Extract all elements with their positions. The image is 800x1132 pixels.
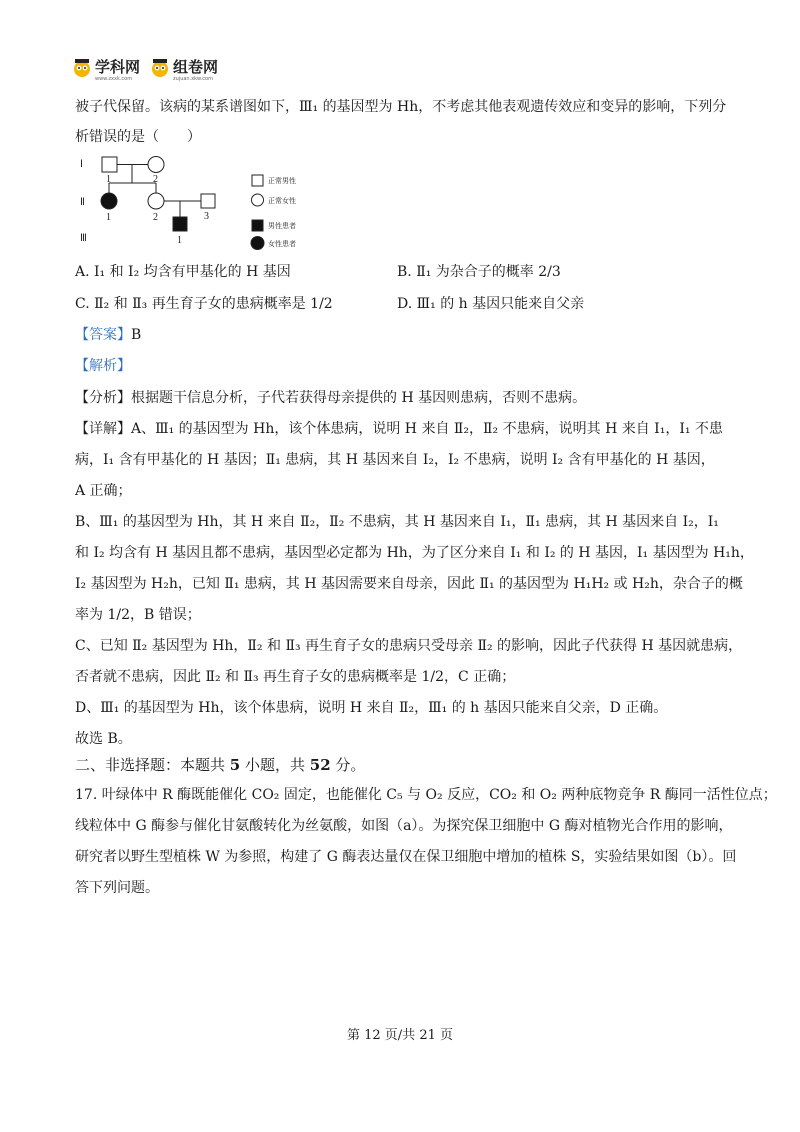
answer-tag: 【答案】 [75, 327, 131, 343]
gen-label-II: Ⅱ [80, 197, 85, 208]
pedigree-chart [75, 150, 345, 255]
pedigree-II2-female [148, 193, 164, 209]
section-prefix: 二、非选择题：本题共 [75, 756, 230, 774]
intro-line-2: 析错误的是（ ） [75, 129, 201, 145]
detail-line-8: C、已知 Ⅱ₂ 基因型为 Hh，Ⅱ₂ 和 Ⅱ₃ 再生育子女的患病只受母亲 Ⅱ₂ 的影响，因此子代获得 H 基因就患病， [75, 638, 743, 654]
logo2-text: 组卷网 [173, 58, 219, 76]
num-I2: 2 [153, 174, 158, 185]
pedigree-II3-male [201, 194, 215, 208]
analysis-tag: 【解析】 [75, 358, 131, 374]
option-b: B. Ⅱ₁ 为杂合子的概率 2/3 [397, 264, 561, 280]
legend-affected-female-icon [251, 237, 264, 250]
detail-line-1 [75, 419, 723, 439]
num-II1: 1 [106, 212, 111, 223]
detail-line-10: D、Ⅲ₁ 的基因型为 Hh，该个体患病，说明 H 来自 Ⅱ₂，Ⅲ₁ 的 h 基因只能来自父亲，D 正确。 [75, 700, 668, 716]
legend-normal-female-icon [252, 194, 264, 206]
gen-label-I: Ⅰ [80, 159, 83, 170]
answer-line [75, 325, 141, 345]
detail-line-6: Ⅰ₂ 基因型为 H₂h，已知 Ⅱ₁ 患病，其 H 基因需要来自母亲，因此 Ⅱ₁ 的基因型为 H₁H₂ 或 H₂h，杂合子的概 [75, 576, 743, 592]
logo-zujuanwang [173, 58, 218, 82]
num-II3: 3 [204, 211, 209, 222]
pedigree-I2-female [148, 157, 164, 173]
q17-line-2: 线粒体中 G 酶参与催化甘氨酸转化为丝氨酸，如图（a）。为探究保卫细胞中 G 酶对植物光合作用的影响， [75, 818, 733, 834]
detail-tag: 【详解】 [75, 421, 131, 437]
fenxi-line [75, 388, 586, 408]
detail-line-3: A 正确； [75, 483, 132, 499]
num-II2: 2 [153, 212, 158, 223]
legend-affected-female: 女性患者 [268, 240, 296, 248]
option-a: A. Ⅰ₁ 和 Ⅰ₂ 均含有甲基化的 H 基因 [75, 264, 291, 280]
page-footer: 第 12 页/共 21 页 [347, 1028, 453, 1043]
intro-line-1: 被子代保留。该病的某系谱图如下，Ⅲ₁ 的基因型为 Hh，不考虑其他表观遗传效应和变异的影响，下列分 [75, 99, 727, 115]
legend-normal-male: 正常男性 [268, 177, 296, 185]
fenxi-text: 根据题干信息分析，子代若获得母亲提供的 H 基因则患病，否则不患病。 [131, 390, 587, 406]
num-III1: 1 [177, 235, 182, 246]
detail-line-7: 率为 1/2，B 错误； [75, 607, 201, 623]
section-heading [75, 754, 365, 776]
legend-normal-female: 正常女性 [268, 197, 296, 205]
pedigree-I1-male [102, 157, 117, 172]
header-logos [72, 58, 218, 92]
detail-line-9: 否者就不患病，因此 Ⅱ₂ 和 Ⅱ₃ 再生育子女的患病概率是 1/2，C 正确； [75, 669, 516, 685]
option-d: D. Ⅲ₁ 的 h 基因只能来自父亲 [397, 296, 585, 312]
owl-logo-icon [150, 58, 170, 78]
pedigree-III1-affected-male [173, 217, 187, 231]
logo2-url: zujuan.xkw.com [173, 76, 213, 82]
legend-normal-male-icon [252, 175, 263, 186]
logo1-text: 学科网 [95, 58, 141, 76]
answer-value: B [131, 327, 142, 343]
legend-affected-male: 男性患者 [268, 222, 296, 230]
logo-xuekewang [95, 58, 140, 82]
pedigree-II1-affected-female [101, 193, 117, 209]
section-mid: 小题，共 [240, 756, 310, 774]
detail-line-4: B、Ⅲ₁ 的基因型为 Hh，其 H 来自 Ⅱ₂，Ⅱ₂ 不患病，其 H 基因来自 Ⅰ₁，Ⅱ₁ 患病，其 H 基因来自 Ⅰ₂，Ⅰ₁ [75, 514, 719, 530]
section-suffix: 分。 [330, 756, 366, 774]
fenxi-tag: 【分析】 [75, 390, 131, 406]
q17-line-3: 研究者以野生型植株 W 为参照，构建了 G 酶表达量仅在保卫细胞中增加的植株 S，实验结果如图（b）。回 [75, 849, 737, 865]
detail-line-2: 病，Ⅰ₁ 含有甲基化的 H 基因；Ⅱ₁ 患病，其 H 基因来自 Ⅰ₂，Ⅰ₂ 不患病，说明 Ⅰ₂ 含有甲基化的 H 基因， [75, 452, 715, 468]
q17-line-4: 答下列问题。 [75, 880, 159, 896]
num-I1: 1 [106, 174, 111, 185]
detail-line-5: 和 Ⅰ₂ 均含有 H 基因且都不患病，基因型必定都为 Hh，为了区分来自 Ⅰ₁ 和 Ⅰ₂ 的 H 基因，Ⅰ₁ 基因型为 H₁h， [75, 545, 754, 561]
logo1-url: www.zxxk.com [95, 76, 133, 82]
option-c: C. Ⅱ₂ 和 Ⅱ₃ 再生育子女的患病概率是 1/2 [75, 296, 333, 312]
legend-affected-male-icon [252, 220, 263, 231]
section-num-questions: 5 [229, 756, 241, 774]
gen-label-III: Ⅲ [80, 233, 87, 244]
owl-logo-icon [72, 58, 92, 78]
detail-text-1: A、Ⅲ₁ 的基因型为 Hh，该个体患病，说明 H 来自 Ⅱ₂，Ⅱ₂ 不患病，说明其 H 来自 Ⅰ₁，Ⅰ₁ 不患 [131, 421, 723, 437]
detail-line-11: 故选 B。 [75, 731, 132, 747]
section-num-points: 52 [309, 756, 331, 774]
q17-line-1: 17. 叶绿体中 R 酶既能催化 CO₂ 固定，也能催化 C₅ 与 O₂ 反应，CO₂ 和 O₂ 两种底物竞争 R 酶同一活性位点； [75, 787, 777, 803]
